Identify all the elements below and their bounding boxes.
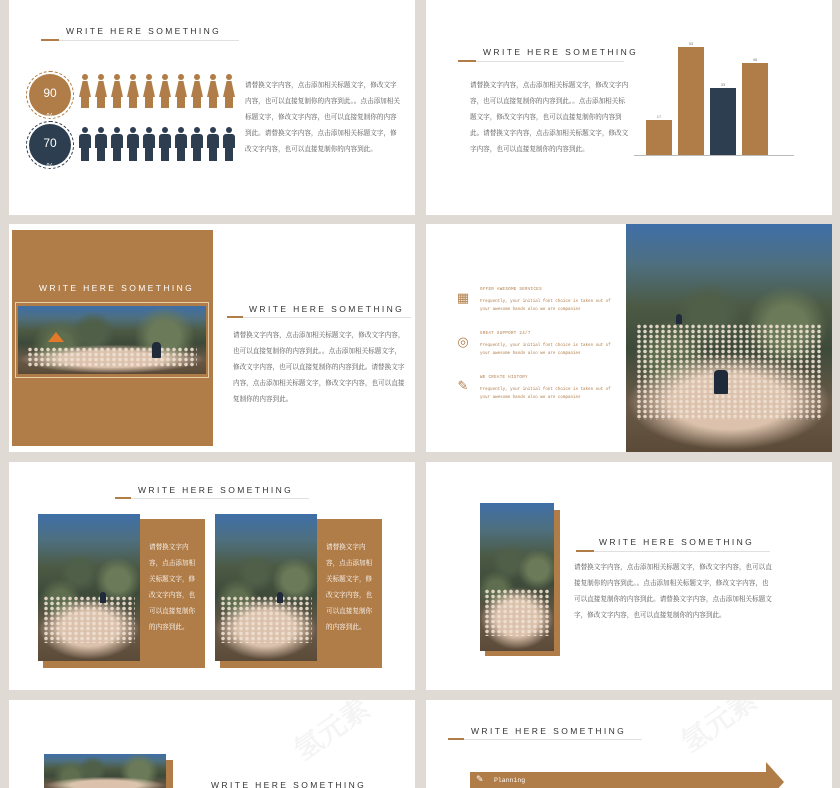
feature-description: Frequently, your initial font choice is taken out of your awesome hands also we are companies <box>480 300 611 312</box>
sheep-photo <box>38 514 140 661</box>
card-text: 请替换文字内容，点击添加相关标题文字，修改文字内容，也可以直接复制你的内容到此。 <box>326 544 373 631</box>
watermark <box>672 700 764 760</box>
sheep-photo <box>18 306 206 374</box>
slide-title: WRITE HERE SOMETHING <box>483 47 639 57</box>
title-divider <box>464 739 642 740</box>
title-accent <box>448 738 464 740</box>
stat-unit: % <box>46 162 54 171</box>
title-accent <box>458 60 476 62</box>
lifebuoy-icon: ◎ <box>457 334 469 349</box>
female-person-icon <box>223 74 235 108</box>
bar-value-label: 17 <box>656 114 662 120</box>
sheep-photo <box>215 514 317 661</box>
male-person-icon <box>111 127 123 161</box>
stat-value: 70 <box>43 136 57 150</box>
female-person-icon <box>79 74 91 108</box>
male-person-icon <box>223 127 235 161</box>
slide-portrait-photo[interactable] <box>426 462 832 690</box>
feature-title: WE CREATE HISTORY <box>480 376 528 380</box>
title-divider <box>476 61 624 62</box>
calendar-icon: ▦ <box>456 290 470 305</box>
stat-circle-70 <box>29 124 71 171</box>
male-figure-row <box>79 127 239 163</box>
slide-title: WRITE HERE SOMETHING <box>249 304 405 314</box>
female-person-icon <box>143 74 155 108</box>
male-person-icon <box>95 127 107 161</box>
chart-bar <box>742 63 768 155</box>
slide-title: WRITE HERE SOMETHING <box>599 537 755 547</box>
feature-title: GREAT SUPPORT 24/7 <box>480 332 531 336</box>
watermark <box>285 700 377 768</box>
title-divider <box>243 317 411 318</box>
feature-title: OFFER AWESOME SERVICES <box>480 288 542 292</box>
male-person-icon <box>175 127 187 161</box>
stat-value: 90 <box>43 86 57 100</box>
male-person-icon <box>159 127 171 161</box>
female-person-icon <box>159 74 171 108</box>
chart-bar <box>678 47 704 155</box>
title-accent <box>41 39 59 41</box>
male-person-icon <box>79 127 91 161</box>
slide-body-text: 请替换文字内容，点击添加相关标题文字，修改文字内容，也可以直接复制你的内容到此。。点击添加相关标题文字，修改文字内容，也可以直接复制你的内容到此。请替换文字内容，点击添加相关标题文字，修改文字内容，也可以直接复制你的内容到此。 <box>245 82 400 153</box>
slide-title: WRITE HERE SOMETHING <box>66 26 222 36</box>
male-person-icon <box>207 127 219 161</box>
panel-title: WRITE HERE SOMETHING <box>39 283 195 293</box>
slide-stats[interactable] <box>9 0 415 215</box>
bar-chart <box>634 38 794 160</box>
female-person-icon <box>207 74 219 108</box>
male-person-icon <box>191 127 203 161</box>
bar-value-label: 33 <box>720 81 726 87</box>
title-divider <box>594 551 770 552</box>
slide-body-text: 请替换文字内容，点击添加相关标题文字，修改文字内容，也可以直接复制你的内容到此。。点击添加相关标题文字，修改文字内容，也可以直接复制你的内容到此。请替换文字内容，点击添加相关标题文字，修改文字内容，也可以直接复制你的内容到此。 <box>470 82 629 153</box>
feature-description: Frequently, your initial font choice is taken out of your awesome hands also we are companies <box>480 344 611 356</box>
female-person-icon <box>127 74 139 108</box>
bar-value-label: 45 <box>752 57 758 63</box>
sheep-photo <box>480 503 554 651</box>
banner-label: Planning <box>494 777 526 784</box>
slide-dual-cards[interactable] <box>9 462 415 690</box>
title-divider <box>131 498 309 499</box>
title-divider <box>59 40 239 41</box>
slide-title: WRITE HERE SOMETHING <box>471 726 627 736</box>
male-person-icon <box>127 127 139 161</box>
female-person-icon <box>95 74 107 108</box>
edit-icon: ✎ <box>457 378 469 393</box>
slide-body-text: 请替换文字内容，点击添加相关标题文字，修改文字内容，也可以直接复制你的内容到此。。点击添加相关标题文字，修改文字内容，也可以直接复制你的内容到此。请替换文字内容，点击添加相关标题文字，修改文字内容，也可以直接复制你的内容到此。 <box>233 332 405 403</box>
sheep-photo <box>626 224 832 452</box>
stat-circle-90 <box>29 74 71 121</box>
slide-title: WRITE HERE SOMETHING <box>211 780 367 788</box>
female-figure-row <box>79 74 239 110</box>
slide-timeline[interactable] <box>426 700 832 788</box>
female-person-icon <box>191 74 203 108</box>
male-person-icon <box>143 127 155 161</box>
stat-unit: % <box>46 112 54 121</box>
slide-framed-photo[interactable] <box>9 224 415 452</box>
banner-arrow-head <box>766 762 784 788</box>
pin-icon: ✎ <box>476 774 484 784</box>
feature-description: Frequently, your initial font choice is taken out of your awesome hands also we are companies <box>480 388 611 400</box>
bar-value-label: 53 <box>688 41 694 47</box>
title-accent <box>576 550 594 552</box>
title-accent <box>115 497 131 499</box>
sheep-photo <box>44 754 166 788</box>
chart-bar <box>646 120 672 155</box>
chart-bar <box>710 88 736 155</box>
slide-bar-chart[interactable] <box>426 0 832 215</box>
slide-features[interactable] <box>426 224 832 452</box>
card-text: 请替换文字内容，点击添加相关标题文字，修改文字内容，也可以直接复制你的内容到此。 <box>149 544 196 631</box>
title-accent <box>227 316 243 318</box>
chart-axis <box>634 155 794 156</box>
slide-partial-photo[interactable] <box>9 700 415 788</box>
slide-body-text: 请替换文字内容，点击添加相关标题文字，修改文字内容，也可以直接复制你的内容到此。。点击添加相关标题文字，修改文字内容，也可以直接复制你的内容到此。请替换文字内容，点击添加相关标题文字，修改文字内容，也可以直接复制你的内容到此。 <box>574 564 772 619</box>
female-person-icon <box>175 74 187 108</box>
female-person-icon <box>111 74 123 108</box>
slide-title: WRITE HERE SOMETHING <box>138 485 294 495</box>
